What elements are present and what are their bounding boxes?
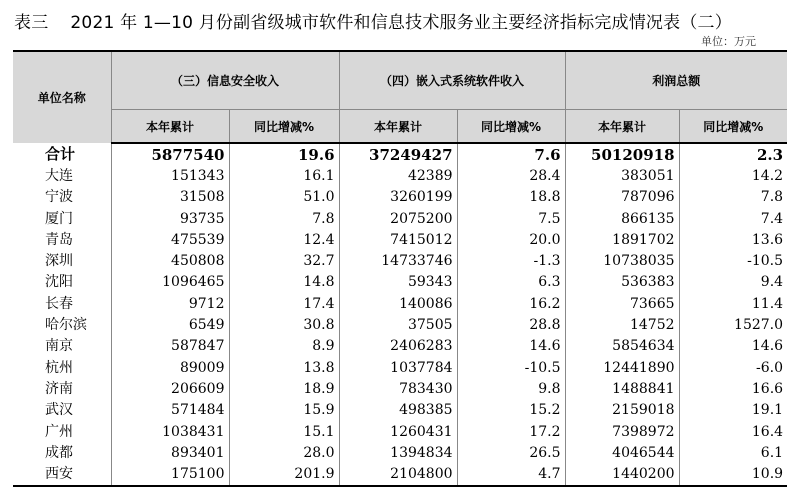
value-cell: 7.6	[457, 143, 565, 165]
value-cell: 783430	[339, 378, 457, 399]
value-cell: 6549	[111, 314, 229, 335]
total-row	[13, 143, 787, 165]
value-cell: 17.4	[229, 293, 339, 314]
value-cell: 1037784	[339, 357, 457, 378]
value-cell: 73665	[565, 293, 679, 314]
city-name-cell: 南京	[45, 338, 73, 355]
value-cell: 2.3	[679, 143, 787, 165]
table-row	[13, 463, 787, 485]
economic-indicators-table	[13, 50, 787, 487]
value-cell: 2406283	[339, 336, 457, 357]
value-cell: 1891702	[565, 229, 679, 250]
value-cell: 14752	[565, 314, 679, 335]
value-cell: 28.4	[457, 165, 565, 186]
table-row	[13, 442, 787, 463]
value-cell: 19.6	[229, 143, 339, 165]
value-cell: 475539	[111, 229, 229, 250]
value-cell: 2159018	[565, 400, 679, 421]
table-row	[13, 208, 787, 229]
value-cell: 7.8	[229, 208, 339, 229]
value-cell: 93735	[111, 208, 229, 229]
group-header-total-profit: 利润总额	[565, 51, 787, 110]
value-cell: 37505	[339, 314, 457, 335]
value-cell: 8.9	[229, 336, 339, 357]
value-cell: 13.6	[679, 229, 787, 250]
table-row	[13, 421, 787, 442]
value-cell: -10.5	[457, 357, 565, 378]
value-cell: 2075200	[339, 208, 457, 229]
table-row	[13, 229, 787, 250]
subheader-cumulative: 本年累计	[111, 110, 229, 144]
value-cell: 59343	[339, 272, 457, 293]
value-cell: 32.7	[229, 250, 339, 271]
subheader-cumulative: 本年累计	[339, 110, 457, 144]
value-cell: 140086	[339, 293, 457, 314]
city-name-cell: 青岛	[45, 231, 73, 248]
header-row-subcolumns	[13, 110, 787, 144]
table-row	[13, 293, 787, 314]
table-row	[13, 357, 787, 378]
value-cell: 4046544	[565, 442, 679, 463]
value-cell: 571484	[111, 400, 229, 421]
value-cell: 866135	[565, 208, 679, 229]
value-cell: 5854634	[565, 336, 679, 357]
value-cell: 498385	[339, 400, 457, 421]
subheader-yoy: 同比增减%	[229, 110, 339, 144]
table-row	[13, 378, 787, 399]
table-row	[13, 314, 787, 335]
value-cell: 28.0	[229, 442, 339, 463]
value-cell: 10.9	[679, 463, 787, 485]
value-cell: 42389	[339, 165, 457, 186]
group-header-embedded-software: （四）嵌入式系统软件收入	[339, 51, 565, 110]
value-cell: 206609	[111, 378, 229, 399]
value-cell: 28.8	[457, 314, 565, 335]
value-cell: 17.2	[457, 421, 565, 442]
value-cell: 16.2	[457, 293, 565, 314]
value-cell: 12441890	[565, 357, 679, 378]
value-cell: 18.8	[457, 187, 565, 208]
value-cell: 7.4	[679, 208, 787, 229]
value-cell: 6.3	[457, 272, 565, 293]
value-cell: 31508	[111, 187, 229, 208]
unit-label: 单位：万元	[701, 35, 756, 48]
value-cell: 9712	[111, 293, 229, 314]
value-cell: 1038431	[111, 421, 229, 442]
value-cell: -1.3	[457, 250, 565, 271]
table-row	[13, 336, 787, 357]
table-number-label: 表三	[14, 13, 49, 33]
value-cell: 14.2	[679, 165, 787, 186]
value-cell: 15.1	[229, 421, 339, 442]
city-name-cell: 沈阳	[45, 274, 73, 291]
value-cell: 7.5	[457, 208, 565, 229]
city-name-cell: 杭州	[45, 359, 73, 376]
value-cell: 151343	[111, 165, 229, 186]
value-cell: 15.2	[457, 400, 565, 421]
value-cell: 1527.0	[679, 314, 787, 335]
value-cell: 201.9	[229, 463, 339, 485]
subheader-yoy: 同比增减%	[679, 110, 787, 144]
city-name-cell: 厦门	[45, 210, 73, 227]
table-row	[13, 187, 787, 208]
city-name-cell: 广州	[45, 423, 73, 440]
value-cell: 1440200	[565, 463, 679, 485]
value-cell: 37249427	[339, 143, 457, 165]
value-cell: 15.9	[229, 400, 339, 421]
value-cell: 16.6	[679, 378, 787, 399]
table-body	[13, 143, 787, 486]
value-cell: 2104800	[339, 463, 457, 485]
city-name-cell: 宁波	[45, 189, 73, 206]
value-cell: 536383	[565, 272, 679, 293]
subheader-cumulative: 本年累计	[565, 110, 679, 144]
value-cell: 7398972	[565, 421, 679, 442]
value-cell: 9.8	[457, 378, 565, 399]
city-name-cell: 深圳	[45, 253, 73, 270]
city-name-cell: 大连	[45, 167, 73, 184]
row-header-unit-name: 单位名称	[13, 51, 111, 143]
table-row	[13, 250, 787, 271]
value-cell: 1488841	[565, 378, 679, 399]
value-cell: 16.4	[679, 421, 787, 442]
table-row	[13, 165, 787, 186]
table-title-text: 2021 年 1—10 月份副省级城市软件和信息技术服务业主要经济指标完成情况表（二）	[70, 13, 732, 33]
table-row	[13, 400, 787, 421]
group-header-info-security: （三）信息安全收入	[111, 51, 339, 110]
value-cell: 3260199	[339, 187, 457, 208]
value-cell: 14.6	[457, 336, 565, 357]
subheader-yoy: 同比增减%	[457, 110, 565, 144]
value-cell: 30.8	[229, 314, 339, 335]
value-cell: 14.8	[229, 272, 339, 293]
city-name-cell: 哈尔滨	[45, 317, 87, 334]
value-cell: 89009	[111, 357, 229, 378]
value-cell: 13.8	[229, 357, 339, 378]
value-cell: 7.8	[679, 187, 787, 208]
table-row	[13, 272, 787, 293]
value-cell: 4.7	[457, 463, 565, 485]
value-cell: 5877540	[111, 143, 229, 165]
value-cell: 6.1	[679, 442, 787, 463]
header-row-groups	[13, 51, 787, 110]
value-cell: 19.1	[679, 400, 787, 421]
value-cell: 51.0	[229, 187, 339, 208]
value-cell: 12.4	[229, 229, 339, 250]
value-cell: 1096465	[111, 272, 229, 293]
value-cell: 14733746	[339, 250, 457, 271]
value-cell: 11.4	[679, 293, 787, 314]
value-cell: 787096	[565, 187, 679, 208]
value-cell: -10.5	[679, 250, 787, 271]
city-name-cell: 西安	[13, 463, 111, 485]
value-cell: 450808	[111, 250, 229, 271]
value-cell: 175100	[111, 463, 229, 485]
value-cell: 587847	[111, 336, 229, 357]
city-name-cell: 合计	[45, 145, 76, 164]
value-cell: 9.4	[679, 272, 787, 293]
city-name-cell: 济南	[45, 380, 73, 397]
value-cell: 7415012	[339, 229, 457, 250]
value-cell: 18.9	[229, 378, 339, 399]
city-name-cell: 长春	[45, 295, 73, 312]
value-cell: 20.0	[457, 229, 565, 250]
value-cell: 893401	[111, 442, 229, 463]
value-cell: 16.1	[229, 165, 339, 186]
value-cell: -6.0	[679, 357, 787, 378]
value-cell: 10738035	[565, 250, 679, 271]
value-cell: 1260431	[339, 421, 457, 442]
value-cell: 50120918	[565, 143, 679, 165]
city-name-cell: 武汉	[45, 402, 73, 419]
document-title	[14, 8, 732, 33]
value-cell: 26.5	[457, 442, 565, 463]
city-name-cell: 成都	[45, 444, 73, 461]
value-cell: 1394834	[339, 442, 457, 463]
value-cell: 14.6	[679, 336, 787, 357]
value-cell: 383051	[565, 165, 679, 186]
